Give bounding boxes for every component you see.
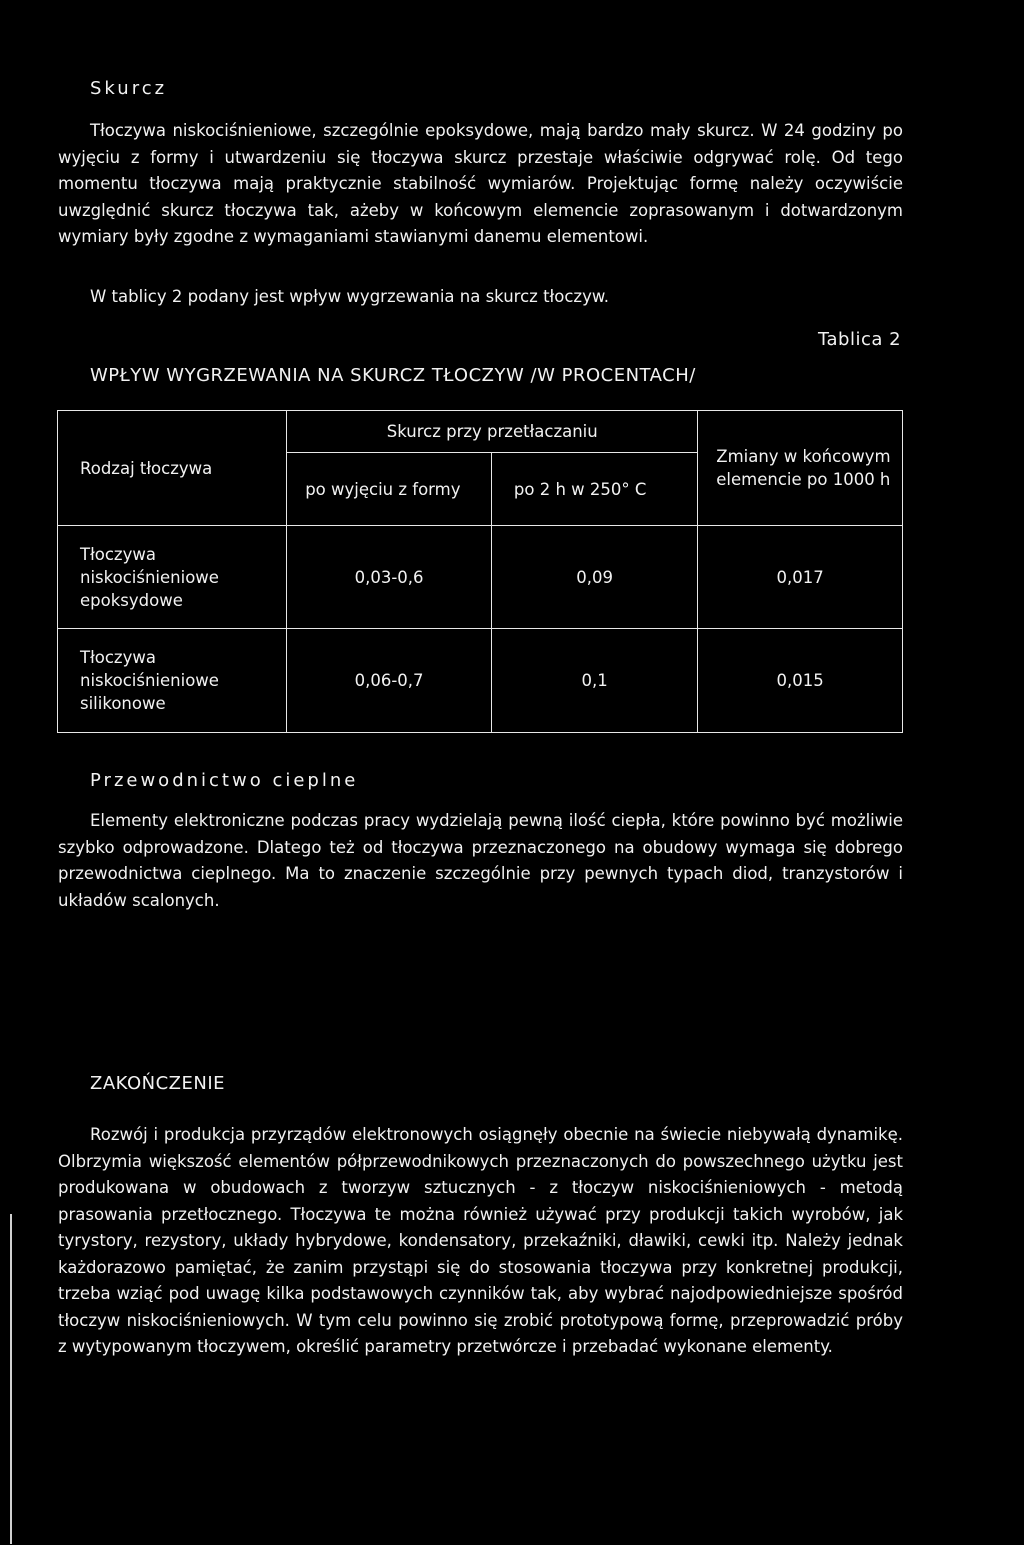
table-number-label: Tablica 2 [818, 329, 902, 350]
paragraph-shrink: Tłoczywa niskociśnieniowe, szczególnie epoksydowe, mają bardzo mały skurcz. W 24 godziny po wyjęciu z formy i utwardzeniu się tłoczywa skurcz przestaje właściwie odgrywać rolę. Od tego momentu tłoczywa mają praktycznie stabilność wymiarów. Projektując formę należy oczywiście uwzględnić skurcz tłoczywa tak, ażeby w końcowym elemencie zoprasowanym i dotwardzonym wymiary były zgodne z wymaganiami stawianymi danemu elementowi. [58, 121, 903, 246]
row-type: Tłoczywa niskociśnieniowe epoksydowe [58, 526, 287, 629]
shrinkage-table [57, 410, 903, 733]
margin-line [10, 1214, 12, 1544]
paragraph-heat: Elementy elektroniczne podczas pracy wydzielają pewną ilość ciepła, które powinno być możliwie szybko odprowadzone. Dlatego też od tłoczywa przeznaczonego na obudowy wymaga się dobrego przewodnictwa cieplnego. Ma to znaczenie szczególnie przy pewnych typach diod, tranzystorów i układów scalonych. [58, 811, 903, 910]
section-heading-shrink: Skurcz [90, 78, 168, 99]
header-type: Rodzaj tłoczywa [58, 411, 287, 526]
header-after-250: po 2 h w 250° C [491, 453, 697, 526]
table-row [58, 526, 903, 629]
row-after-mold: 0,06-0,7 [287, 629, 492, 733]
row-changes: 0,017 [698, 526, 903, 629]
table-title: WPŁYW WYGRZEWANIA NA SKURCZ TŁOCZYW /W PROCENTACH/ [90, 365, 696, 386]
table-row [58, 629, 903, 733]
section-heading-heat: Przewodnictwo cieplne [90, 770, 359, 791]
row-after-250: 0,1 [491, 629, 697, 733]
paragraph-end: Rozwój i produkcja przyrządów elektronowych osiągnęły obecnie na świecie niebywałą dynamikę. Olbrzymia większość elementów półprzewodnikowych przeznaczonych do powszechnego użytku jest produkowana w obudowach z tworzyw sztucznych - z tłoczyw niskociśnieniowych - metodą prasowania przetłocznego. Tłoczywa te można również używać przy produkcji takich wyrobów, jak tyrystory, rezystory, układy hybrydowe, kondensatory, przekaźniki, dławiki, cewki itp. Należy jednak każdorazowo pamiętać, że zanim przystąpi się do stosowania tłoczywa przy konkretnej produkcji, trzeba wziąć pod uwagę kilka podstawowych czynników tak, aby wybrać najodpowiedniejsze spośród tłoczyw niskociśnieniowych. W tym celu powinno się zrobić prototypową formę, przeprowadzić próby z wytypowanym tłoczywem, określić parametry przetwórcze i przebadać wykonane elementy. [58, 1125, 903, 1356]
table-reference-note: W tablicy 2 podany jest wpływ wygrzewania na skurcz tłoczyw. [90, 287, 610, 306]
header-after-mold: po wyjęciu z formy [287, 453, 492, 526]
row-type: Tłoczywa niskociśnieniowe silikonowe [58, 629, 287, 733]
row-changes: 0,015 [698, 629, 903, 733]
header-group: Skurcz przy przetłaczaniu [287, 411, 698, 453]
header-changes: Zmiany w końcowym elemencie po 1000 h [698, 411, 903, 526]
row-after-mold: 0,03-0,6 [287, 526, 492, 629]
section-heading-end: ZAKOŃCZENIE [90, 1073, 226, 1094]
row-after-250: 0,09 [491, 526, 697, 629]
